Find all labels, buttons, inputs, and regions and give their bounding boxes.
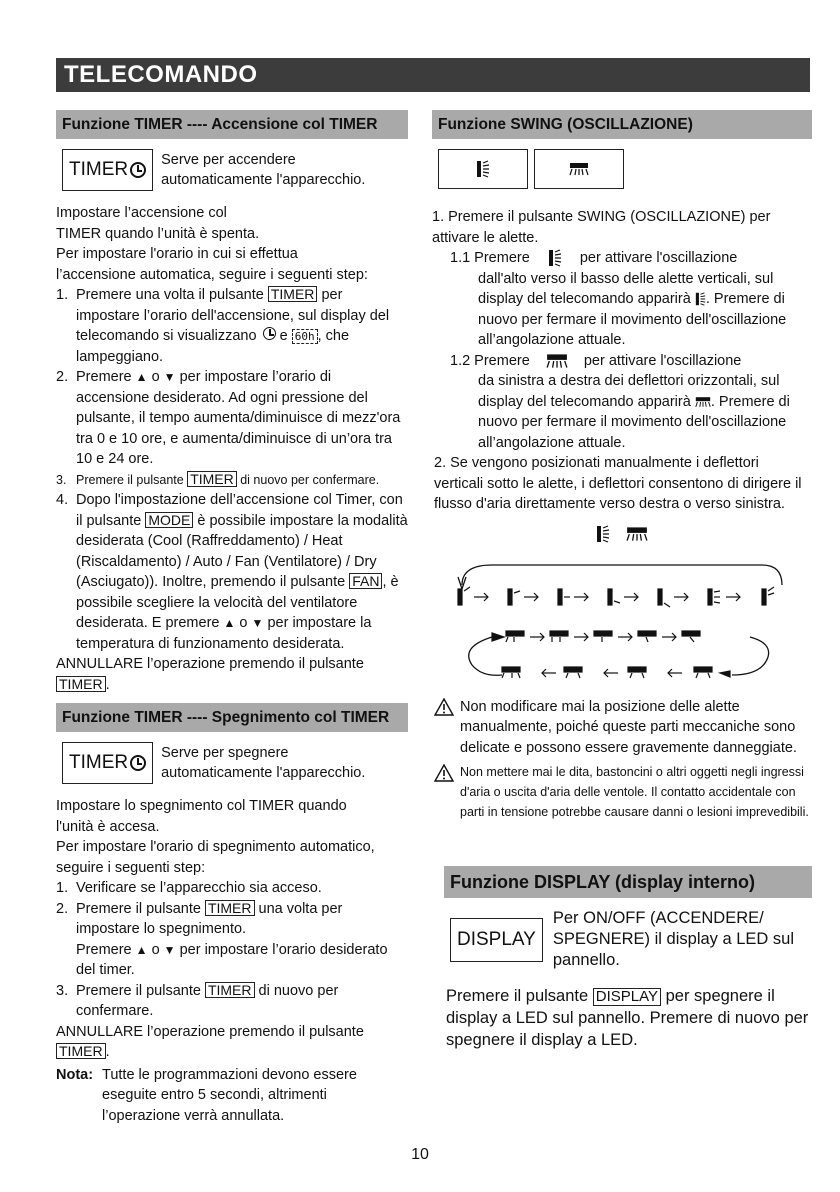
arrow-up-icon: ▲	[135, 370, 148, 384]
timer-off-key-row	[62, 742, 408, 784]
warning-2	[434, 762, 812, 822]
intro-line: Impostare l’accensione col	[56, 205, 227, 221]
display-key-desc: Per ON/OFF (ACCENDERE/ SPEGNERE) il display a LED sul pannello.	[552, 909, 795, 970]
intro-line: Impostare lo spegnimento col TIMER quando	[56, 798, 347, 814]
swing-icons-pair	[432, 525, 812, 543]
step-text: Verificare se l’apparecchio sia acceso.	[76, 880, 322, 896]
timer-key-ref: TIMER	[56, 676, 106, 692]
warning-text: Non modificare mai la posizione delle alette manualmente, poiché queste parti meccaniche sono delicate e possono essere gravemente danneggiate.	[460, 698, 797, 756]
step-text: Premere una volta il pulsante TIMER per impostare l’orario dell'accensione, sul display del telecomando si visualizzano e 60h , che lampeggiano.	[76, 286, 390, 365]
vertical-swing-icon	[596, 525, 610, 543]
mode-key-ref: MODE	[145, 512, 193, 528]
list-item	[56, 899, 408, 981]
horizontal-swing-icon	[546, 353, 568, 369]
timer-on-key-row	[62, 149, 408, 191]
timer-on-heading: Funzione TIMER ---- Accensione col TIMER	[56, 110, 408, 139]
list-item	[56, 285, 408, 367]
swing-step-1: 1. Premere il pulsante SWING (OSCILLAZIONE) per attivare le alette.	[432, 209, 771, 246]
cancel-text: ANNULLARE l’operazione premendo il pulsante TIMER .	[56, 1023, 364, 1060]
swing-heading: Funzione SWING (OSCILLAZIONE)	[432, 110, 812, 139]
horizontal-swing-key	[534, 149, 624, 189]
display-key-row	[450, 908, 812, 971]
step-number: 2.	[56, 900, 69, 917]
step-number: 3.	[56, 472, 67, 487]
step-text: Premere ▲ o ▼ per impostare l’orario di accensione desiderato. Ad ogni pressione del pulsante, il tempo aumenta/diminuisce di mezz'ora tra 0 e 10 ore, e aumenta/diminuisce di un’ora tra 10 e 24 ore.	[76, 369, 401, 467]
step-text: Dopo l'impostazione dell’accensione col Timer, con il pulsante MODE è possibile impostare la modalità desiderata (Cool (Raffreddamento) / Heat (Riscaldamento) / Auto / Fan (Ventilatore) / Dry (Asciugato)). Inoltre, premendo il pulsante FAN , è possibile scegliere la velocità del ventilatore desiderata. E premere ▲ o ▼ per impostare la temperatura di funzionamento desiderata.	[76, 492, 408, 652]
arrow-down-icon: ▼	[251, 616, 264, 630]
swing-buttons	[438, 149, 812, 189]
display-heading: Funzione DISPLAY (display interno)	[444, 866, 812, 898]
timer-key-illustration	[62, 149, 153, 191]
intro-line: l'unità è accesa.	[56, 818, 160, 835]
page-title-banner: TELECOMANDO	[56, 58, 810, 92]
timer-key-ref: TIMER	[56, 1043, 106, 1059]
arrow-down-icon: ▼	[163, 370, 176, 384]
vertical-swing-icon	[548, 249, 562, 267]
swing-step-1-1-detail: dall'alto verso il basso delle alette verticali, sul display del telecomando apparirà . Premere di nuovo per fermare il movimento dell'oscillazione all’angolazione attuale.	[478, 270, 787, 348]
swing-positions-diagram	[432, 547, 812, 697]
intro-line: Per impostare l'orario in cui si effettua	[56, 246, 298, 262]
intro-line: Per impostare l'orario di spegnimento automatico,	[56, 839, 375, 855]
intro-line: TIMER quando l’unità è spenta.	[56, 225, 260, 242]
list-item	[56, 367, 408, 470]
warning-text: Non mettere mai le dita, bastoncini o altri oggetti negli ingressi d'aria o uscita d'aria delle ventole. Il contatto accidentale con parti in tensione potrebbe causare danni o lesioni imprevedibili.	[460, 765, 809, 820]
warning-1	[434, 697, 812, 759]
vertical-swing-key	[438, 149, 528, 189]
timer-key-illustration	[62, 742, 153, 784]
note-label: Nota:	[56, 1066, 94, 1083]
intro-line: l’accensione automatica, seguire i seguenti step:	[56, 266, 368, 283]
note-text: Tutte le programmazioni devono essere eseguite entro 5 secondi, altrimenti l’operazione verrà annullata.	[102, 1066, 357, 1124]
intro-line: seguire i seguenti step:	[56, 859, 206, 876]
step-text: Premere il pulsante TIMER di nuovo per confermare.	[76, 981, 339, 1019]
timer-key-label: TIMER	[69, 752, 129, 773]
timer-off-key-desc: Serve per spegnere automaticamente l'apparecchio.	[161, 745, 366, 781]
list-item	[56, 470, 408, 491]
step-number: 1.	[56, 880, 69, 896]
warning-icon	[434, 762, 460, 822]
timer-key-ref: TIMER	[205, 900, 255, 916]
timer-on-key-desc: Serve per accendere automaticamente l'apparecchio.	[161, 152, 366, 188]
step-text: Premere il pulsante TIMER di nuovo per confermare.	[76, 470, 380, 487]
arrow-up-icon: ▲	[135, 942, 148, 957]
note	[56, 1065, 408, 1127]
louver-positions-flow	[432, 547, 802, 697]
list-item	[56, 490, 408, 654]
step-number: 1.	[56, 287, 69, 303]
list-item	[56, 981, 408, 1022]
lcd-display-icon: 60h	[292, 329, 318, 344]
warning-icon	[434, 697, 460, 759]
swing-step-1-2: 1.2 Premere per attivare l'oscillazione	[450, 352, 742, 369]
vertical-swing-icon	[695, 292, 706, 306]
swing-step-1-1: 1.1 Premere per attivare l'oscillazione	[450, 250, 738, 266]
arrow-up-icon: ▲	[223, 616, 236, 630]
step-number: 2.	[56, 369, 69, 385]
step-text: Premere il pulsante TIMER una volta per impostare lo spegnimento. Premere ▲ o ▼ per impostare l’orario desiderato del timer.	[76, 899, 388, 978]
cancel-text: ANNULLARE l’operazione premendo il pulsante TIMER .	[56, 656, 364, 693]
display-key-illustration: DISPLAY	[450, 918, 543, 962]
clock-icon	[130, 162, 146, 178]
timer-key-ref: TIMER	[268, 286, 318, 302]
list-item	[56, 878, 408, 899]
arrow-down-icon: ▼	[163, 942, 176, 957]
horizontal-swing-icon	[569, 162, 589, 176]
step-number: 4.	[56, 492, 69, 508]
horizontal-swing-icon	[695, 396, 711, 408]
swing-step-2: 2. Se vengono posizionati manualmente i deflettori verticali sotto le alette, i deflettori consentono di dirigere il flusso d'aria direttamente verso destra o verso sinistra.	[434, 455, 802, 512]
vertical-swing-icon	[476, 160, 490, 178]
clock-icon	[263, 327, 276, 340]
horizontal-swing-icon	[626, 526, 648, 542]
timer-key-ref: TIMER	[205, 982, 255, 998]
timer-key-label: TIMER	[69, 159, 129, 180]
clock-icon	[130, 755, 146, 771]
swing-step-1-2-detail: da sinistra a destra dei deflettori orizzontali, sul display del telecomando apparirà . Premere di nuovo per fermare il movimento dell'oscillazione all’angolazione attuale.	[478, 373, 790, 451]
timer-key-ref: TIMER	[187, 471, 237, 487]
fan-key-ref: FAN	[349, 573, 382, 589]
left-column	[56, 110, 408, 1126]
page-number: 10	[411, 1146, 429, 1163]
timer-off-heading: Funzione TIMER ---- Spegnimento col TIMER	[56, 703, 408, 732]
step-number: 3.	[56, 982, 69, 999]
right-column	[432, 110, 812, 1051]
display-key-ref: DISPLAY	[593, 988, 661, 1006]
display-paragraph: Premere il pulsante DISPLAY per spegnere il display a LED sul pannello. Premere di nuovo per spegnere il display a LED.	[446, 987, 809, 1050]
